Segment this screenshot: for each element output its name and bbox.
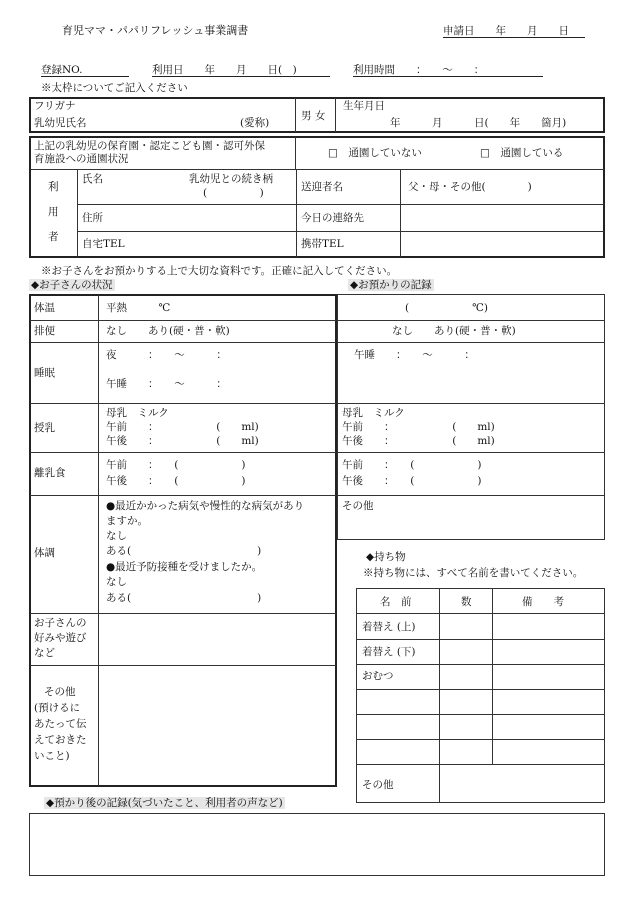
feeding-type[interactable]: 母乳 ミルク bbox=[106, 407, 169, 419]
belongings-item[interactable]: 着替え (上) bbox=[362, 621, 416, 633]
relation-field[interactable]: ( ) bbox=[203, 187, 264, 199]
record-feeding-type[interactable]: 母乳 ミルク bbox=[342, 407, 405, 419]
user-label-1: 利 bbox=[48, 181, 59, 193]
other-label-5: いこと) bbox=[34, 750, 70, 762]
use-date[interactable]: 利用日 年 月 日( ) bbox=[152, 64, 330, 77]
belongings-note: ※持ち物には、すべて名前を書いてください。 bbox=[363, 567, 584, 579]
record-feeding-am[interactable]: 午前 ： ( ml) bbox=[342, 421, 495, 433]
health-q2-yes[interactable]: ある( ) bbox=[106, 592, 262, 604]
belongings-col-name: 名 前 bbox=[380, 596, 412, 608]
user-label-3: 者 bbox=[48, 231, 59, 243]
likes-label-3: など bbox=[34, 647, 55, 659]
user-name-label[interactable]: 氏名 bbox=[82, 173, 103, 185]
user-label-2: 用 bbox=[48, 206, 59, 218]
feeding-label: 授乳 bbox=[34, 422, 55, 434]
application-date[interactable]: 申請日 年 月 日 bbox=[443, 25, 585, 38]
nursery-not-attending-checkbox[interactable]: □ 通園していない bbox=[328, 147, 422, 159]
belongings-other[interactable]: その他 bbox=[362, 779, 394, 791]
record-babyfood-pm[interactable]: 午後 ： ( ) bbox=[342, 475, 482, 487]
important-note: ※お子さんをお預かりする上で大切な資料です。正確に記入してください。 bbox=[41, 265, 398, 277]
registration-no[interactable]: 登録NO. bbox=[41, 64, 129, 77]
belongings-col-qty: 数 bbox=[461, 596, 472, 608]
stool-label: 排便 bbox=[34, 325, 55, 337]
record-babyfood-am[interactable]: 午前 ： ( ) bbox=[342, 459, 482, 471]
sleep-label: 睡眠 bbox=[34, 367, 55, 379]
health-q1: ●最近かかった病気や慢性的な病気があり bbox=[106, 500, 305, 512]
health-q1-none[interactable]: なし bbox=[106, 530, 127, 542]
health-q1-yes[interactable]: ある( ) bbox=[106, 545, 262, 557]
belongings-item[interactable]: 着替え (下) bbox=[362, 646, 416, 658]
child-name-label[interactable]: 乳幼児氏名 bbox=[34, 117, 87, 129]
use-time[interactable]: 利用時間 ： 〜 ： bbox=[353, 64, 543, 77]
furigana-label: フリガナ bbox=[34, 100, 76, 112]
contact-label: 今日の連絡先 bbox=[301, 212, 364, 224]
record-feeding-pm[interactable]: 午後 ： ( ml) bbox=[342, 435, 495, 447]
health-q2: ●最近予防接種を受けましたか。 bbox=[106, 561, 263, 573]
stool-field[interactable]: なし あり(硬・普・軟) bbox=[106, 325, 230, 337]
pickup-person-label: 送迎者名 bbox=[301, 181, 343, 193]
babyfood-pm[interactable]: 午後 ： ( ) bbox=[106, 475, 246, 487]
form-title: 育児ママ・パパリフレッシュ事業調書 bbox=[62, 24, 249, 37]
health-q1b: ますか。 bbox=[106, 515, 148, 527]
temp-field[interactable]: 平熱 ℃ bbox=[106, 302, 171, 314]
record-sleep[interactable]: 午睡 ： 〜 ： bbox=[354, 349, 475, 361]
mobile-tel-label: 携帯TEL bbox=[301, 238, 344, 250]
nursery-question: 上記の乳幼児の保育園・認定こども園・認可外保 bbox=[34, 140, 265, 152]
after-record-heading: ◆預かり後の記録(気づいたこと、利用者の声など) bbox=[46, 797, 283, 809]
feeding-pm[interactable]: 午後 ： ( ml) bbox=[106, 435, 259, 447]
after-record-field[interactable] bbox=[29, 813, 605, 876]
health-label: 体調 bbox=[34, 547, 55, 559]
record-temp[interactable]: ( ℃) bbox=[405, 302, 488, 314]
child-status-heading: ◆お子さんの状況 bbox=[31, 279, 113, 291]
temp-label: 体温 bbox=[34, 302, 55, 314]
bold-frame-note: ※太枠についてご記入ください bbox=[41, 82, 188, 94]
nursery-attending-checkbox[interactable]: □ 通園している bbox=[480, 147, 564, 159]
other-label-2: (預けるに bbox=[34, 702, 81, 714]
other-label-1: その他 bbox=[44, 686, 76, 698]
sleep-nap-field[interactable]: 午睡 ： 〜 ： bbox=[106, 378, 227, 390]
relation-label: 乳幼児との続き柄 bbox=[189, 173, 273, 185]
likes-label-2: 好みや遊び bbox=[34, 632, 87, 644]
nickname-label: (愛称) bbox=[240, 117, 270, 129]
record-other[interactable]: その他 bbox=[342, 500, 374, 512]
other-label-4: えておきた bbox=[34, 734, 87, 746]
health-q2-none[interactable]: なし bbox=[106, 576, 127, 588]
pickup-person-options[interactable]: 父・母・その他( ) bbox=[408, 181, 532, 193]
birthdate-label: 生年月日 bbox=[343, 100, 385, 112]
sleep-night-field[interactable]: 夜 ： 〜 ： bbox=[106, 349, 227, 361]
likes-label-1: お子さんの bbox=[34, 617, 87, 629]
sex-select[interactable]: 男 女 bbox=[301, 110, 326, 122]
address-label[interactable]: 住所 bbox=[82, 212, 103, 224]
babyfood-am[interactable]: 午前 ： ( ) bbox=[106, 459, 246, 471]
babyfood-label: 離乳食 bbox=[34, 467, 66, 479]
feeding-am[interactable]: 午前 ： ( ml) bbox=[106, 421, 259, 433]
nursery-question-2: 育施設への通園状況 bbox=[34, 153, 129, 165]
care-record-heading: ◆お預かりの記録 bbox=[350, 279, 432, 291]
belongings-col-notes: 備 考 bbox=[522, 596, 564, 608]
other-label-3: あたって伝 bbox=[34, 718, 87, 730]
belongings-heading: ◆持ち物 bbox=[366, 551, 406, 563]
home-tel-label[interactable]: 自宅TEL bbox=[82, 238, 125, 250]
birthdate-field[interactable]: 年 月 日( 年 箇月) bbox=[390, 117, 567, 129]
record-stool[interactable]: なし あり(硬・普・軟) bbox=[392, 325, 516, 337]
belongings-item[interactable]: おむつ bbox=[362, 670, 394, 682]
